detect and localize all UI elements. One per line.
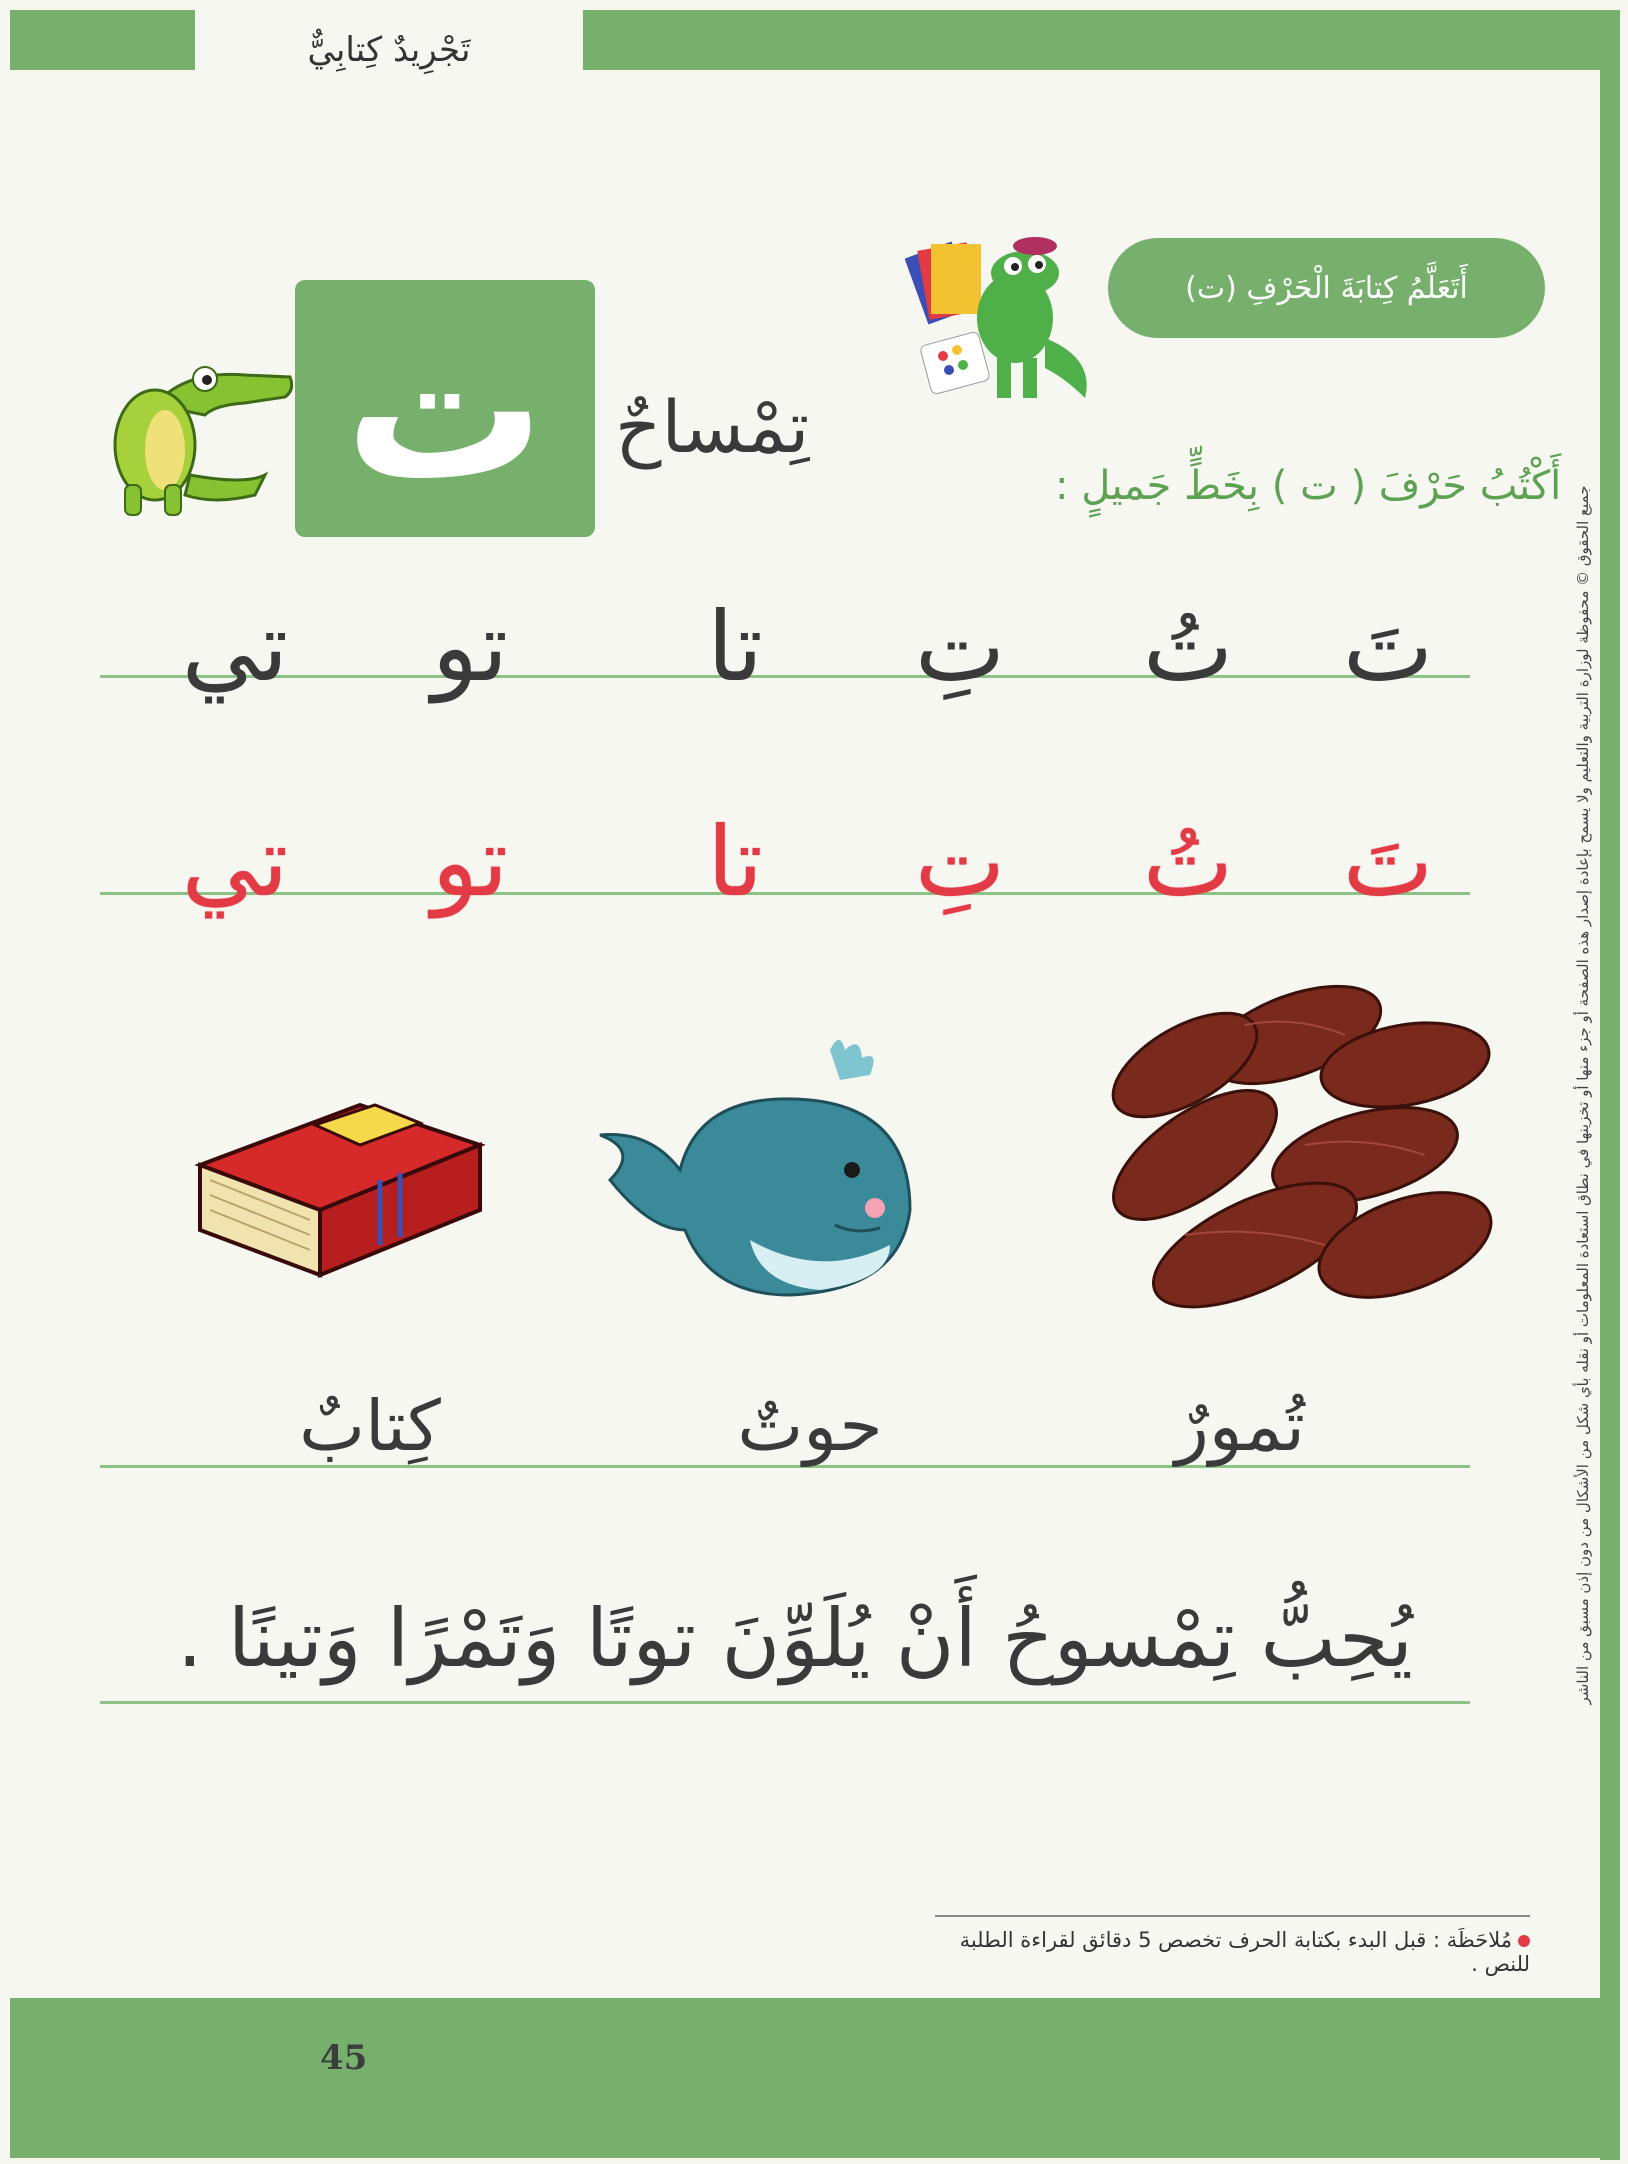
letter-form: تا — [707, 591, 763, 703]
book-picture — [190, 1085, 490, 1285]
traced-letter-form[interactable]: تو — [431, 806, 509, 918]
teacher-note — [935, 1928, 1530, 1976]
painter-crocodile-illustration — [905, 228, 1105, 418]
traced-letter-form[interactable]: تَ — [1342, 806, 1434, 918]
traced-letter-form[interactable]: تِ — [914, 806, 1006, 918]
picture-word-dates: تُمورٌ — [1175, 1385, 1305, 1467]
picture-word-whale: حوتٌ — [737, 1385, 883, 1467]
dates-picture — [1045, 975, 1505, 1325]
picture-word-book: كِتابٌ — [299, 1385, 441, 1467]
traced-letter-form[interactable]: تي — [181, 806, 289, 918]
bullet-icon — [1518, 1935, 1530, 1947]
teacher-note-text: مُلاحَظَة : قبل البدء بكتابة الحرف تخصص 5 دقائق لقراءة الطلبة للنص . — [959, 1928, 1530, 1976]
side-band — [1600, 10, 1620, 2160]
featured-word: تِمْساحٌ — [615, 385, 810, 469]
traced-letter-form[interactable]: تُ — [1142, 806, 1234, 918]
featured-letter-box: ت — [295, 280, 595, 537]
traced-letter-form[interactable]: تا — [707, 806, 763, 918]
letter-form: تَ — [1342, 591, 1434, 703]
guide-line — [100, 1701, 1470, 1704]
letter-form: تُ — [1142, 591, 1234, 703]
crocodile-illustration — [95, 345, 295, 520]
side-notice-text: جميع الحقوق © محفوظة لوزارة التربية والتعليم ولا يسمح بإعادة إصدار هذه الصفحة أو جزء منها أو تخزينها في نطاق استعادة المعلومات أو نقله بأي شكل من الأشكال من دون إذن مسبق من الناشر — [1574, 485, 1592, 1705]
note-divider — [935, 1915, 1530, 1917]
objective-pill: أَتَعَلَّمُ كِتابَةَ الْحَرْفِ (ت) — [1108, 238, 1545, 338]
side-notice — [1572, 485, 1594, 1705]
bottom-band — [10, 1998, 1615, 2158]
page-number: 45 — [320, 2038, 368, 2078]
writing-instruction: أَكْتُبُ حَرْفَ ( ت ) بِخَطٍّ جَميلٍ : — [1055, 463, 1562, 509]
whale-picture — [590, 1030, 950, 1310]
section-title: تَجْرِيدٌ كِتابِيٌّ — [307, 30, 471, 70]
practice-sentence: يُحِبُّ تِمْسوحُ أَنْ يُلَوِّنَ توتًا وَتَمْرًا وَتينًا . — [177, 1592, 1413, 1685]
letter-form: تِ — [914, 591, 1006, 703]
letter-form: تي — [181, 591, 289, 703]
letter-form: تو — [431, 591, 509, 703]
